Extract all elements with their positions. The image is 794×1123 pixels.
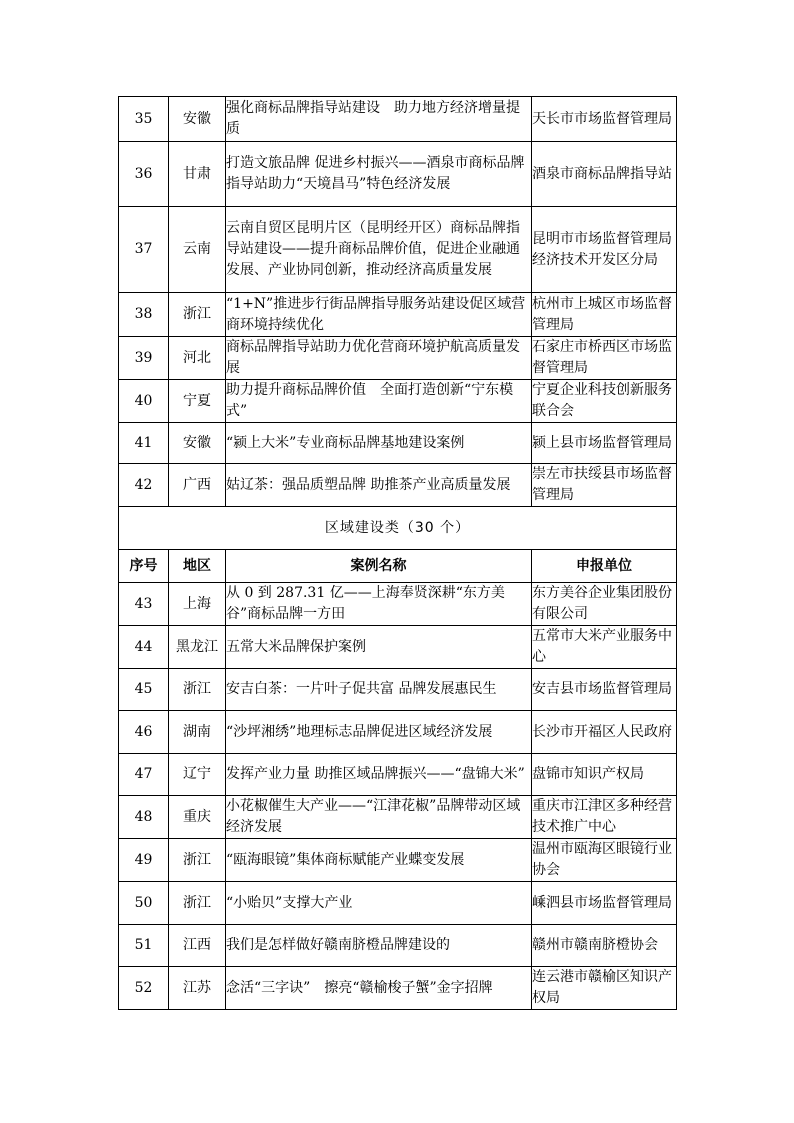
row-case-name: “小贻贝”支撑大产业	[226, 882, 532, 925]
row-number: 50	[119, 882, 169, 925]
table-row	[119, 293, 677, 337]
row-region: 河北	[169, 337, 226, 380]
row-unit: 石家庄市桥西区市场监督管理局	[532, 337, 677, 380]
table-row	[119, 423, 677, 464]
row-unit: 赣州市赣南脐橙协会	[532, 925, 677, 967]
table-row	[119, 711, 677, 754]
row-number: 36	[119, 142, 169, 207]
row-number: 45	[119, 669, 169, 711]
row-number: 51	[119, 925, 169, 967]
table-row	[119, 464, 677, 507]
table-row	[119, 380, 677, 423]
row-case-name: “颍上大米”专业商标品牌基地建设案例	[226, 423, 532, 464]
row-case-name: 五常大米品牌保护案例	[226, 626, 532, 669]
row-case-name: 商标品牌指导站助力优化营商环境护航高质量发展	[226, 337, 532, 380]
row-region: 安徽	[169, 97, 226, 142]
row-number: 35	[119, 97, 169, 142]
row-region: 江西	[169, 925, 226, 967]
header-unit: 申报单位	[532, 550, 677, 583]
table-row	[119, 583, 677, 626]
table-row	[119, 669, 677, 711]
row-case-name: 助力提升商标品牌价值 全面打造创新“宁东模式”	[226, 380, 532, 423]
row-number: 47	[119, 754, 169, 796]
section-row	[119, 507, 677, 550]
row-unit: 酒泉市商标品牌指导站	[532, 142, 677, 207]
row-case-name: 强化商标品牌指导站建设 助力地方经济增量提质	[226, 97, 532, 142]
row-region: 安徽	[169, 423, 226, 464]
table-row	[119, 626, 677, 669]
row-case-name: 念活“三字诀” 擦亮“赣榆梭子蟹”金字招牌	[226, 967, 532, 1010]
row-case-name: 云南自贸区昆明片区（昆明经开区）商标品牌指导站建设——提升商标品牌价值，促进企业融通发展、产业协同创新，推动经济高质量发展	[226, 207, 532, 293]
row-number: 39	[119, 337, 169, 380]
row-region: 甘肃	[169, 142, 226, 207]
row-unit: 五常市大米产业服务中心	[532, 626, 677, 669]
row-region: 浙江	[169, 882, 226, 925]
header-number: 序号	[119, 550, 169, 583]
row-case-name: “沙坪湘绣”地理标志品牌促进区域经济发展	[226, 711, 532, 754]
row-unit: 安吉县市场监督管理局	[532, 669, 677, 711]
row-region: 重庆	[169, 796, 226, 839]
row-region: 黑龙江	[169, 626, 226, 669]
row-unit: 东方美谷企业集团股份有限公司	[532, 583, 677, 626]
row-number: 48	[119, 796, 169, 839]
row-unit: 温州市瓯海区眼镜行业协会	[532, 839, 677, 882]
row-number: 37	[119, 207, 169, 293]
row-unit: 连云港市赣榆区知识产权局	[532, 967, 677, 1010]
row-number: 52	[119, 967, 169, 1010]
row-unit: 天长市市场监督管理局	[532, 97, 677, 142]
row-region: 上海	[169, 583, 226, 626]
header-row	[119, 550, 677, 583]
row-region: 浙江	[169, 669, 226, 711]
row-region: 宁夏	[169, 380, 226, 423]
row-unit: 长沙市开福区人民政府	[532, 711, 677, 754]
row-unit: 昆明市市场监督管理局经济技术开发区分局	[532, 207, 677, 293]
table-row	[119, 925, 677, 967]
row-case-name: 从 0 到 287.31 亿——上海奉贤深耕“东方美谷”商标品牌一方田	[226, 583, 532, 626]
table-row	[119, 97, 677, 142]
table-row	[119, 142, 677, 207]
table-row	[119, 337, 677, 380]
row-number: 49	[119, 839, 169, 882]
table-row	[119, 207, 677, 293]
row-region: 湖南	[169, 711, 226, 754]
table-row	[119, 796, 677, 839]
row-unit: 嵊泗县市场监督管理局	[532, 882, 677, 925]
row-number: 43	[119, 583, 169, 626]
row-number: 41	[119, 423, 169, 464]
row-region: 云南	[169, 207, 226, 293]
row-region: 江苏	[169, 967, 226, 1010]
row-unit: 颍上县市场监督管理局	[532, 423, 677, 464]
row-number: 46	[119, 711, 169, 754]
row-case-name: 打造文旅品牌 促进乡村振兴——酒泉市商标品牌指导站助力“天境昌马”特色经济发展	[226, 142, 532, 207]
row-region: 广西	[169, 464, 226, 507]
row-number: 40	[119, 380, 169, 423]
header-case-name: 案例名称	[226, 550, 532, 583]
row-region: 浙江	[169, 293, 226, 337]
table-row	[119, 754, 677, 796]
row-region: 辽宁	[169, 754, 226, 796]
section-title: 区域建设类（30 个）	[119, 507, 677, 550]
case-table	[118, 96, 677, 1010]
row-number: 38	[119, 293, 169, 337]
row-unit: 杭州市上城区市场监督管理局	[532, 293, 677, 337]
row-case-name: 安吉白茶：一片叶子促共富 品牌发展惠民生	[226, 669, 532, 711]
table-row	[119, 839, 677, 882]
row-case-name: 小花椒催生大产业——“江津花椒”品牌带动区域经济发展	[226, 796, 532, 839]
row-case-name: “1+N”推进步行街品牌指导服务站建设促区域营商环境持续优化	[226, 293, 532, 337]
row-unit: 宁夏企业科技创新服务联合会	[532, 380, 677, 423]
row-case-name: “瓯海眼镜”集体商标赋能产业蝶变发展	[226, 839, 532, 882]
row-unit: 盘锦市知识产权局	[532, 754, 677, 796]
row-number: 44	[119, 626, 169, 669]
table-row	[119, 882, 677, 925]
header-region: 地区	[169, 550, 226, 583]
table-row	[119, 967, 677, 1010]
row-unit: 重庆市江津区多种经营技术推广中心	[532, 796, 677, 839]
row-case-name: 发挥产业力量 助推区域品牌振兴——“盘锦大米”	[226, 754, 532, 796]
row-case-name: 姑辽茶：强品质塑品牌 助推茶产业高质量发展	[226, 464, 532, 507]
row-region: 浙江	[169, 839, 226, 882]
row-unit: 崇左市扶绥县市场监督管理局	[532, 464, 677, 507]
row-case-name: 我们是怎样做好赣南脐橙品牌建设的	[226, 925, 532, 967]
row-number: 42	[119, 464, 169, 507]
